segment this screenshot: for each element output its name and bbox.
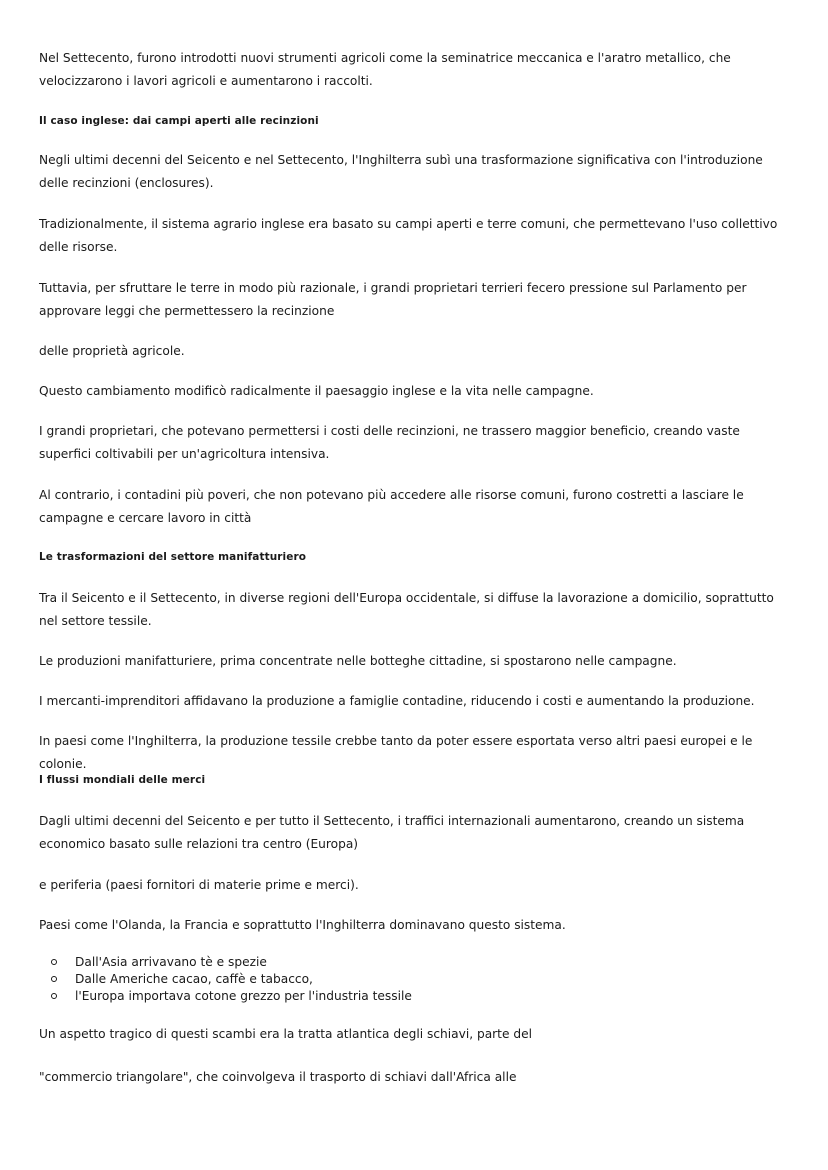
paragraph-slave-trade: Un aspetto tragico di questi scambi era la tratta atlantica degli schiavi, parte del xyxy=(39,1027,532,1041)
goods-bullet-list xyxy=(39,954,791,1005)
heading-manufacturing: Le trasformazioni del settore manifatturiero xyxy=(39,551,307,563)
paragraph-landscape-change: Questo cambiamento modificò radicalmente il paesaggio inglese e la vita nelle campagne. xyxy=(39,384,594,398)
paragraph-home-work: Tra il Seicento e il Settecento, in diverse regioni dell'Europa occidentale, si diffuse la lavorazione a domicilio, soprattutto nel settore tessile. xyxy=(39,591,774,628)
paragraph-periphery: e periferia (paesi fornitori di materie prime e merci). xyxy=(39,878,359,892)
list-item: Dalle Americhe cacao, caffè e tabacco, xyxy=(39,971,791,988)
paragraph-dominant-countries: Paesi come l'Olanda, la Francia e soprattutto l'Inghilterra dominavano questo sistema. xyxy=(39,918,566,932)
paragraph-agricultural-properties: delle proprietà agricole. xyxy=(39,344,185,358)
paragraph-merchant-entrepreneurs: I mercanti-imprenditori affidavano la produzione a famiglie contadine, riducendo i costi e aumentando la produzione. xyxy=(39,694,755,708)
paragraph-new-tools: Nel Settecento, furono introdotti nuovi strumenti agricoli come la seminatrice meccanica e l'aratro metallico, che velocizzarono i lavori agricoli e aumentarono i raccolti. xyxy=(39,51,731,88)
paragraph-open-fields: Tradizionalmente, il sistema agrario inglese era basato su campi aperti e terre comuni, che permettevano l'uso collettivo delle risorse. xyxy=(39,217,778,254)
paragraph-international-trade: Dagli ultimi decenni del Seicento e per tutto il Settecento, i traffici internazionali aumentarono, creando un sistema economico basato sulle relazioni tra centro (Europa) xyxy=(39,814,745,851)
circle-bullet-icon xyxy=(51,976,57,982)
paragraph-parliament-pressure: Tuttavia, per sfruttare le terre in modo più razionale, i grandi proprietari terrieri fecero pressione sul Parlamento per approvare leggi che permettessero la recinzione xyxy=(39,281,747,318)
paragraph-production-shift: Le produzioni manifatturiere, prima concentrate nelle botteghe cittadine, si spostarono nelle campagne. xyxy=(39,654,677,668)
paragraph-triangular-trade: "commercio triangolare", che coinvolgeva il trasporto di schiavi dall'Africa alle xyxy=(39,1070,517,1084)
paragraph-textile-export: In paesi come l'Inghilterra, la produzione tessile crebbe tanto da poter essere esportata verso altri paesi europei e le colonie. xyxy=(39,734,753,771)
paragraph-poor-peasants: Al contrario, i contadini più poveri, che non potevano più accedere alle risorse comuni, furono costretti a lasciare le campagne e cercare lavoro in città xyxy=(39,488,744,525)
list-item: l'Europa importava cotone grezzo per l'industria tessile xyxy=(39,988,791,1005)
list-item: Dall'Asia arrivavano tè e spezie xyxy=(39,954,791,971)
circle-bullet-icon xyxy=(51,993,57,999)
heading-english-case: Il caso inglese: dai campi aperti alle recinzioni xyxy=(39,115,319,127)
circle-bullet-icon xyxy=(51,959,57,965)
paragraph-enclosures-intro: Negli ultimi decenni del Seicento e nel Settecento, l'Inghilterra subì una trasformazione significativa con l'introduzione delle recinzioni (enclosures). xyxy=(39,153,763,190)
paragraph-landowners-benefit: I grandi proprietari, che potevano permettersi i costi delle recinzioni, ne trassero maggior beneficio, creando vaste superfici coltivabili per un'agricoltura intensiva. xyxy=(39,424,740,461)
heading-world-flows: I flussi mondiali delle merci xyxy=(39,774,206,786)
